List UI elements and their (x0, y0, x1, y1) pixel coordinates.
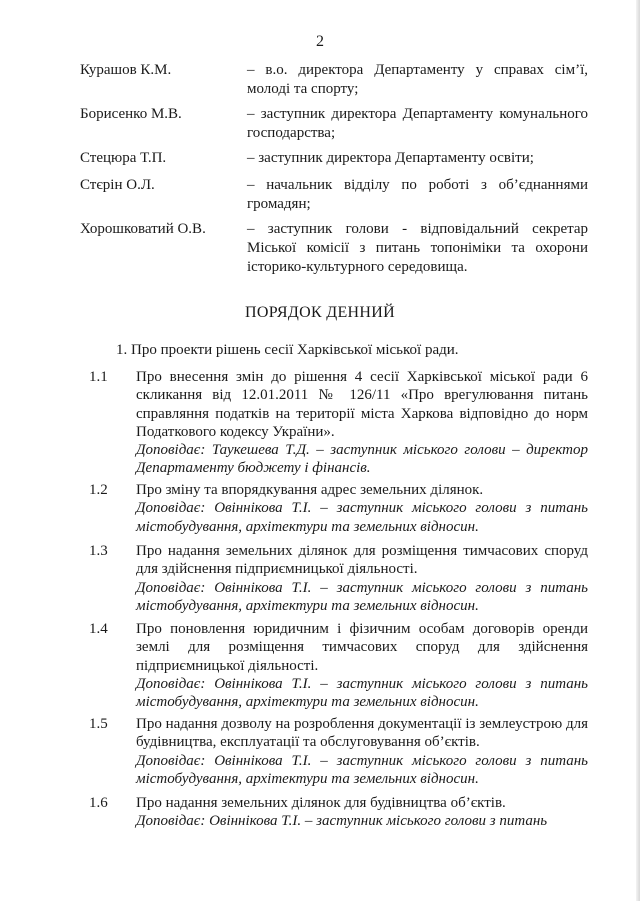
page-number: 2 (316, 33, 324, 50)
agenda-title: ПОРЯДОК ДЕННИЙ (245, 304, 395, 321)
item-body (136, 542, 588, 615)
item-number: 1.3 (89, 543, 108, 559)
participant-role: – в.о. директора Департаменту у справах сім’ї, молоді та спорту; (247, 62, 588, 97)
item-text: Про внесення змін до рішення 4 сесії Харківської міської ради 6 скликання від 12.01.2011 № 126/11 «Про врегулювання питань справляння податків на території міста Харкова відповідно до норм Податкового кодексу України». (136, 369, 588, 440)
agenda-item (89, 794, 588, 831)
item-number: 1.1 (89, 369, 108, 385)
item-text: Про надання земельних ділянок для будівництва об’єктів. (136, 795, 506, 811)
item-number: 1.4 (89, 621, 108, 637)
item-number: 1.2 (89, 482, 108, 498)
agenda-item (89, 620, 588, 711)
item-number: 1.6 (89, 795, 108, 811)
item-text: Про поновлення юридичним і фізичним особам договорів оренди землі для розміщення тимчасових споруд для здійснення підприємницької діяльності. (136, 621, 588, 674)
item-speaker: Доповідає: Овіннікова Т.І. – заступник міського голови з питань містобудування, архітектури та земельних відносин. (136, 752, 588, 787)
participant-name: Борисенко М.В. (80, 106, 182, 122)
agenda-item (89, 481, 588, 536)
participant-row (80, 61, 588, 99)
scan-edge (636, 0, 640, 901)
item-text: Про надання земельних ділянок для розміщення тимчасових споруд для здійснення підприємницької діяльності. (136, 543, 588, 578)
item-text: Про зміну та впорядкування адрес земельних ділянок. (136, 482, 484, 498)
participant-name: Курашов К.М. (80, 62, 172, 78)
item-body (136, 715, 588, 788)
item-speaker: Доповідає: Овіннікова Т.І. – заступник міського голови з питань (136, 813, 548, 830)
item-body (136, 481, 588, 536)
item-body (136, 620, 588, 711)
item-speaker: Доповідає: Таукешева Т.Д. – заступник міського голови – директор Департаменту бюджету і фінансів. (136, 442, 588, 477)
item-speaker: Доповідає: Овіннікова Т.І. – заступник міського голови з питань містобудування, архітектури та земельних відносин. (136, 579, 588, 614)
agenda-item (89, 715, 588, 788)
section-title: 1. Про проекти рішень сесії Харківської міської ради. (116, 342, 459, 358)
item-speaker: Доповідає: Овіннікова Т.І. – заступник міського голови з питань містобудування, архітектури та земельних відносин. (136, 675, 588, 711)
participant-role: – заступник голови - відповідальний секретар Міської комісії з питань топоніміки та охорони історико-культурного середовища. (247, 221, 588, 275)
participant-role: – начальник відділу по роботі з об’єднаннями громадян; (247, 177, 588, 212)
participant-role: – заступник директора Департаменту комунального господарства; (247, 106, 588, 141)
participant-row (80, 176, 588, 214)
agenda-item (89, 542, 588, 615)
item-body (136, 794, 588, 831)
participant-row (80, 220, 588, 277)
participant-role: – заступник директора Департаменту освіти; (247, 150, 534, 166)
agenda-item (89, 368, 588, 478)
item-text: Про надання дозволу на розроблення документації із землеустрою для будівництва, експлуатації та обслуговування об’єктів. (136, 716, 588, 751)
participant-row (80, 105, 588, 143)
item-speaker: Доповідає: Овіннікова Т.І. – заступник міського голови з питань містобудування, архітектури та земельних відносин. (136, 500, 588, 535)
participant-name: Стецюра Т.П. (80, 150, 167, 166)
participant-name: Хорошковатий О.В. (80, 221, 206, 237)
participant-name: Стєрін О.Л. (80, 177, 155, 193)
item-body (136, 368, 588, 478)
participant-row (80, 149, 588, 168)
item-number: 1.5 (89, 716, 108, 732)
